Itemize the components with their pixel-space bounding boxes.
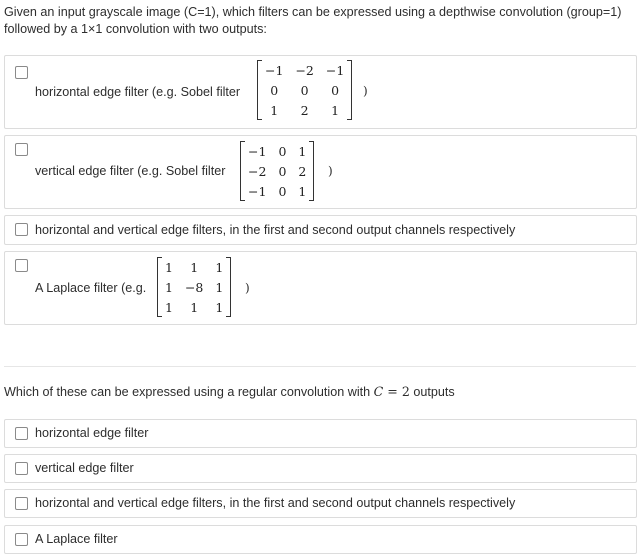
matrix-cell: −1 bbox=[325, 62, 345, 78]
matrix-cell: 1 bbox=[215, 259, 224, 275]
q1-option-vertical-edge[interactable] bbox=[4, 135, 637, 209]
matrix-cell: 2 bbox=[298, 163, 307, 179]
checkbox[interactable] bbox=[15, 497, 28, 510]
closing-paren: ) bbox=[363, 84, 368, 98]
question-2-prefix: Which of these can be expressed using a regular convolution with bbox=[4, 385, 371, 399]
checkbox[interactable] bbox=[15, 533, 28, 546]
option-label: horizontal and vertical edge filters, in the first and second output channels respectively bbox=[35, 223, 516, 237]
matrix-cell: 1 bbox=[215, 299, 224, 315]
divider bbox=[4, 366, 636, 367]
math-equals-two: = 2 bbox=[383, 384, 410, 399]
q1-option-horizontal-edge[interactable] bbox=[4, 55, 637, 129]
matrix-cell: 1 bbox=[165, 279, 173, 295]
matrix-cell: 0 bbox=[278, 163, 287, 179]
q2-option-vertical-edge[interactable] bbox=[4, 454, 637, 483]
matrix-cell: −1 bbox=[248, 183, 267, 199]
checkbox[interactable] bbox=[15, 427, 28, 440]
matrix-cell: −1 bbox=[248, 143, 267, 159]
matrix-cell: 0 bbox=[331, 82, 340, 98]
matrix-cell: 0 bbox=[278, 183, 287, 199]
option-label: horizontal edge filter bbox=[35, 426, 149, 440]
question-1-text: Given an input grayscale image (C=1), which filters can be expressed using a depthwise convolution (group=1) followed by a 1×1 convolution with two outputs: bbox=[4, 5, 622, 36]
matrix-cell: −8 bbox=[184, 279, 204, 295]
q1-option-both-edges[interactable] bbox=[4, 215, 637, 245]
checkbox[interactable] bbox=[15, 66, 28, 79]
option-label: vertical edge filter (e.g. Sobel filter bbox=[35, 164, 226, 178]
matrix-cell: 1 bbox=[298, 143, 307, 159]
checkbox[interactable] bbox=[15, 462, 28, 475]
matrix-cell: 1 bbox=[298, 183, 307, 199]
matrix-cell: 1 bbox=[165, 259, 173, 275]
matrix-cell: 1 bbox=[331, 102, 340, 118]
option-label: horizontal and vertical edge filters, in the first and second output channels respectively bbox=[35, 496, 516, 510]
option-label: A Laplace filter bbox=[35, 532, 118, 546]
matrix-cell: 1 bbox=[215, 279, 224, 295]
matrix-cell: 2 bbox=[300, 102, 309, 118]
matrix-cell: −2 bbox=[248, 163, 267, 179]
matrix-cell: 0 bbox=[278, 143, 287, 159]
matrix-cell: 1 bbox=[190, 259, 199, 275]
matrix-cell: 1 bbox=[270, 102, 279, 118]
checkbox[interactable] bbox=[15, 259, 28, 272]
checkbox[interactable] bbox=[15, 223, 28, 236]
math-variable-c: C bbox=[373, 384, 384, 399]
question-2-suffix: outputs bbox=[409, 385, 455, 399]
q2-option-horizontal-edge[interactable] bbox=[4, 419, 637, 448]
q1-option-laplace[interactable] bbox=[4, 251, 637, 325]
matrix-cell: 1 bbox=[165, 299, 173, 315]
laplace-matrix bbox=[159, 257, 229, 317]
matrix-cell: 0 bbox=[270, 82, 279, 98]
q2-option-both-edges[interactable] bbox=[4, 489, 637, 518]
sobel-vertical-matrix bbox=[242, 141, 312, 201]
closing-paren: ) bbox=[245, 281, 250, 295]
checkbox[interactable] bbox=[15, 143, 28, 156]
closing-paren: ) bbox=[328, 164, 333, 178]
q2-option-laplace[interactable] bbox=[4, 525, 637, 554]
matrix-cell: −2 bbox=[295, 62, 314, 78]
option-label: A Laplace filter (e.g. bbox=[35, 281, 147, 295]
option-label: horizontal edge filter (e.g. Sobel filter bbox=[35, 85, 241, 99]
matrix-cell: 0 bbox=[300, 82, 309, 98]
question-2-text bbox=[4, 384, 455, 399]
matrix-cell: 1 bbox=[190, 299, 199, 315]
option-label: vertical edge filter bbox=[35, 461, 134, 475]
matrix-cell: −1 bbox=[265, 62, 284, 78]
sobel-horizontal-matrix bbox=[259, 60, 350, 120]
